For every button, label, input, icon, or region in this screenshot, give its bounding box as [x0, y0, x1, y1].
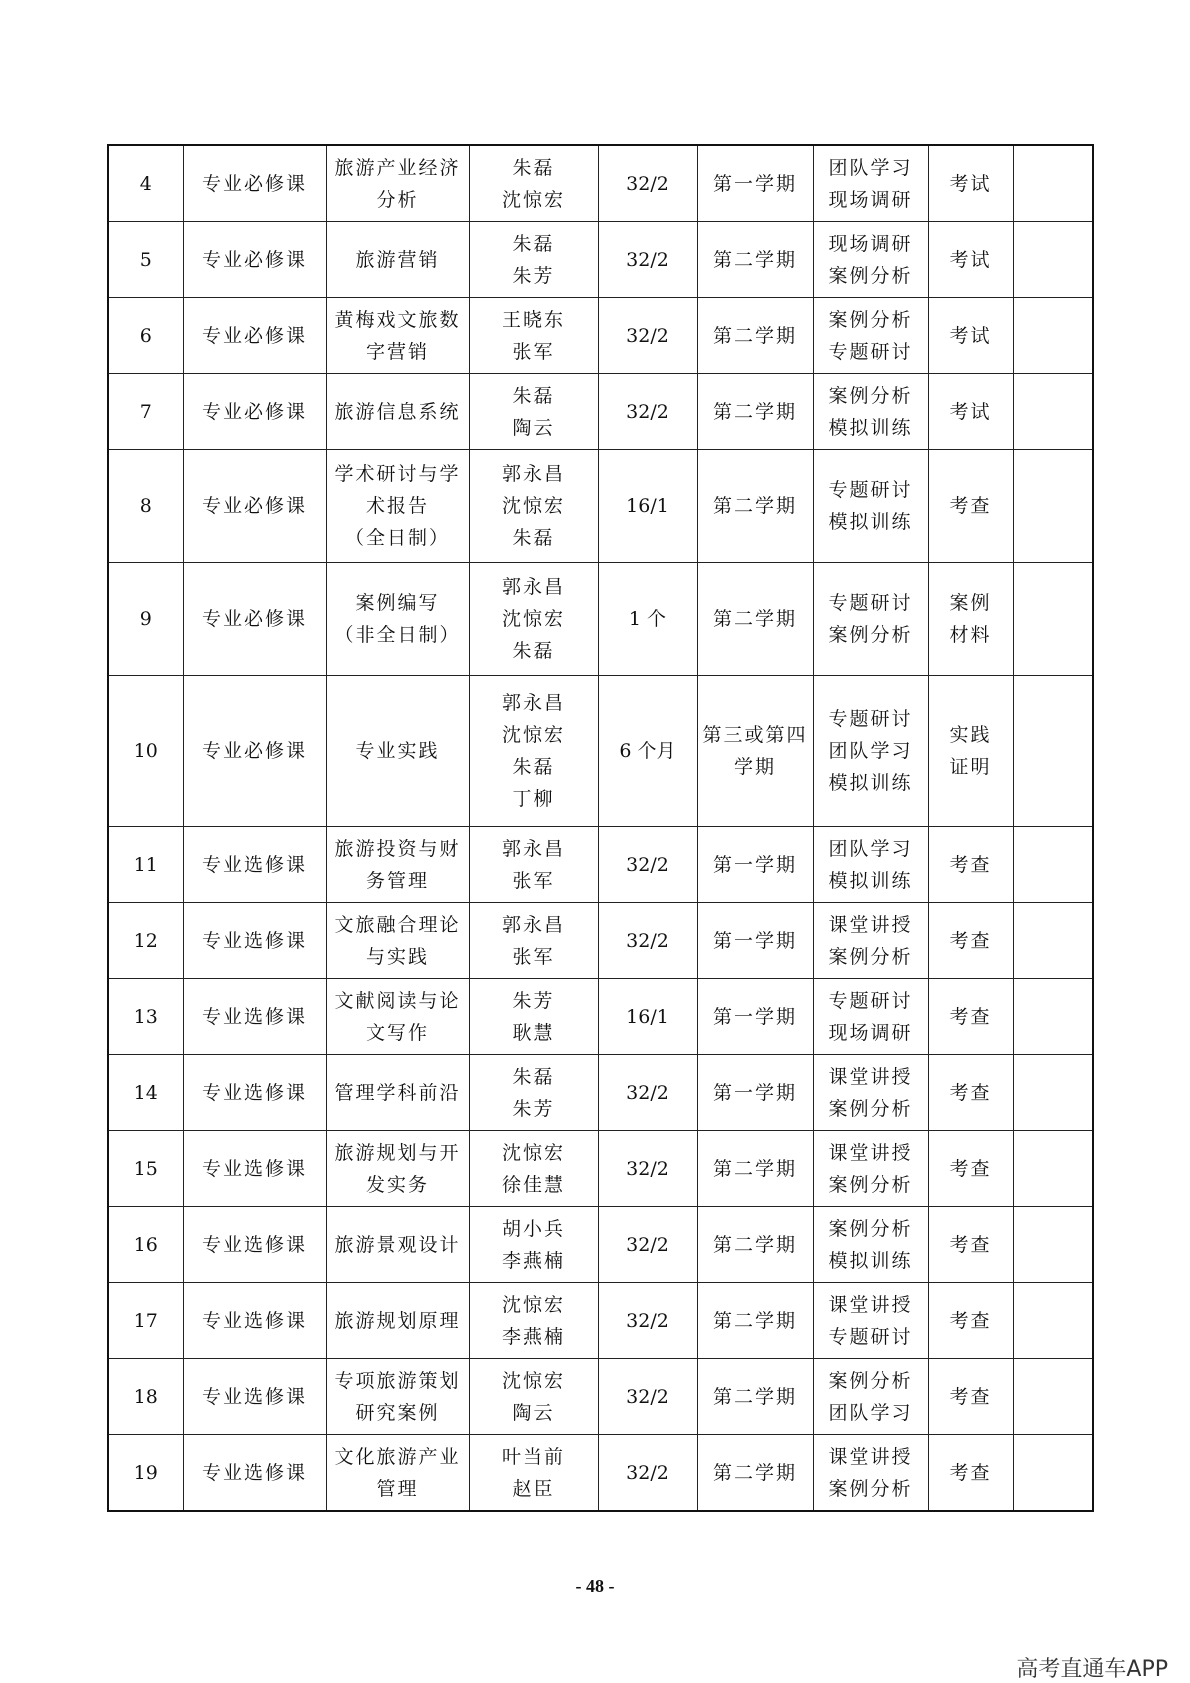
cell-note — [1013, 450, 1093, 563]
cell-teachers-line: 张军 — [512, 945, 555, 968]
cell-note — [1013, 827, 1093, 903]
cell-note — [1013, 374, 1093, 450]
cell-course-name — [326, 1131, 469, 1207]
cell-teachers — [469, 676, 598, 827]
cell-assessment — [928, 145, 1013, 222]
cell-teaching-method-line: 案例分析 — [828, 1173, 913, 1196]
cell-assessment — [928, 1131, 1013, 1207]
cell-note — [1013, 676, 1093, 827]
cell-teaching-method — [813, 1359, 928, 1435]
cell-course-name — [326, 563, 469, 676]
cell-assessment-line: 考试 — [949, 324, 992, 347]
cell-teachers — [469, 1359, 598, 1435]
page-number: - 48 - — [575, 1576, 615, 1596]
cell-teachers-line: 陶云 — [512, 416, 555, 439]
cell-course-name-line: 专业实践 — [355, 740, 440, 762]
cell-teachers — [469, 1283, 598, 1359]
cell-teachers — [469, 298, 598, 374]
cell-course-name-line: （非全日制） — [334, 624, 461, 646]
cell-teachers-line: 郭永昌 — [501, 837, 565, 860]
cell-assessment-line: 考查 — [949, 1157, 992, 1180]
cell-assessment — [928, 374, 1013, 450]
cell-teaching-method-line: 专题研讨 — [828, 479, 913, 501]
cell-assessment-line: 考查 — [949, 929, 992, 952]
cell-note — [1013, 979, 1093, 1055]
cell-assessment-line: 考查 — [949, 853, 992, 876]
table-row — [108, 1207, 1093, 1283]
cell-note — [1013, 1359, 1093, 1435]
cell-note — [1013, 145, 1093, 222]
cell-teaching-method-line: 团队学习 — [828, 156, 913, 179]
cell-note — [1013, 563, 1093, 676]
cell-teachers-line: 王晓东 — [501, 308, 565, 331]
cell-assessment — [928, 563, 1013, 676]
cell-course-name-line: 术报告 — [365, 495, 429, 517]
cell-teaching-method-line: 专题研讨 — [828, 989, 913, 1012]
cell-teachers-line: 朱磊 — [512, 1065, 555, 1088]
cell-course-name-line: 务管理 — [365, 869, 429, 892]
cell-course-category: 专业必修课 — [183, 145, 326, 222]
table-row — [108, 450, 1093, 563]
cell-note — [1013, 903, 1093, 979]
table-row — [108, 979, 1093, 1055]
cell-course-name-line: 旅游规划原理 — [334, 1309, 461, 1332]
cell-note — [1013, 1435, 1093, 1512]
cell-teaching-method-line: 案例分析 — [828, 945, 913, 968]
cell-course-name-line: 旅游营销 — [355, 248, 440, 271]
cell-assessment-line: 实践 — [949, 724, 992, 746]
cell-teachers-line: 张军 — [512, 869, 555, 892]
table-row — [108, 298, 1093, 374]
cell-hours-credits: 32/2 — [598, 145, 697, 222]
cell-course-name-line: 字营销 — [365, 340, 429, 363]
cell-assessment — [928, 1207, 1013, 1283]
cell-teachers-line: 郭永昌 — [501, 692, 565, 714]
cell-term — [697, 903, 813, 979]
cell-course-category: 专业选修课 — [183, 1435, 326, 1512]
cell-course-name-line: 旅游景观设计 — [334, 1233, 461, 1256]
cell-teachers-line: 赵臣 — [512, 1477, 555, 1500]
cell-term — [697, 450, 813, 563]
cell-teaching-method-line: 课堂讲授 — [828, 913, 913, 936]
cell-course-name-line: 学术研讨与学 — [334, 463, 461, 485]
cell-teaching-method — [813, 298, 928, 374]
cell-teachers-line: 朱磊 — [512, 640, 555, 662]
cell-teaching-method-line: 课堂讲授 — [828, 1293, 913, 1316]
cell-assessment-line: 材料 — [949, 624, 992, 646]
cell-teaching-method-line: 案例分析 — [828, 384, 913, 407]
cell-course-category: 专业选修课 — [183, 979, 326, 1055]
cell-hours-credits: 32/2 — [598, 827, 697, 903]
cell-course-name-line: 管理 — [376, 1477, 419, 1500]
cell-number: 19 — [108, 1435, 183, 1512]
cell-course-category: 专业选修课 — [183, 1055, 326, 1131]
cell-teachers-line: 沈惊宏 — [501, 1293, 565, 1316]
cell-teachers-line: 朱磊 — [512, 756, 555, 778]
cell-course-name — [326, 1435, 469, 1512]
cell-teaching-method-line: 课堂讲授 — [828, 1065, 913, 1088]
cell-hours-credits: 6 个月 — [598, 676, 697, 827]
cell-teaching-method — [813, 903, 928, 979]
cell-term — [697, 1131, 813, 1207]
cell-teachers-line: 郭永昌 — [501, 576, 565, 598]
cell-term-line: 第二学期 — [712, 1157, 797, 1180]
cell-teachers-line: 朱磊 — [512, 232, 555, 255]
cell-term-line: 第二学期 — [712, 248, 797, 271]
cell-number: 5 — [108, 222, 183, 298]
cell-hours-credits: 32/2 — [598, 903, 697, 979]
cell-assessment-line: 考查 — [949, 1081, 992, 1104]
table-row — [108, 145, 1093, 222]
cell-teachers-line: 郭永昌 — [501, 913, 565, 936]
cell-teachers — [469, 1435, 598, 1512]
cell-teaching-method-line: 案例分析 — [828, 264, 913, 287]
cell-assessment — [928, 298, 1013, 374]
cell-number: 15 — [108, 1131, 183, 1207]
cell-course-name-line: 文化旅游产业 — [334, 1445, 461, 1468]
cell-assessment — [928, 676, 1013, 827]
cell-course-name-line: （全日制） — [344, 527, 450, 549]
cell-course-name-line: 分析 — [376, 188, 419, 211]
cell-number: 7 — [108, 374, 183, 450]
cell-teaching-method-line: 现场调研 — [828, 188, 913, 211]
cell-teachers-line: 郭永昌 — [501, 463, 565, 485]
cell-assessment-line: 考试 — [949, 248, 992, 271]
cell-term — [697, 145, 813, 222]
cell-teaching-method-line: 模拟训练 — [828, 511, 913, 533]
cell-assessment — [928, 1359, 1013, 1435]
cell-term-line: 第二学期 — [712, 1461, 797, 1484]
cell-hours-credits: 32/2 — [598, 222, 697, 298]
cell-teachers-line: 胡小兵 — [501, 1217, 565, 1240]
cell-teaching-method — [813, 1131, 928, 1207]
cell-assessment — [928, 450, 1013, 563]
cell-course-name-line: 案例编写 — [355, 592, 440, 614]
cell-teachers-line: 陶云 — [512, 1401, 555, 1424]
cell-course-category: 专业选修课 — [183, 1207, 326, 1283]
cell-course-name — [326, 1359, 469, 1435]
cell-teaching-method-line: 案例分析 — [828, 1369, 913, 1392]
cell-teachers-line: 沈惊宏 — [501, 608, 565, 630]
cell-teaching-method-line: 模拟训练 — [828, 416, 913, 439]
cell-course-category: 专业选修课 — [183, 1359, 326, 1435]
cell-assessment — [928, 827, 1013, 903]
cell-term — [697, 676, 813, 827]
cell-course-category: 专业必修课 — [183, 450, 326, 563]
cell-course-name — [326, 903, 469, 979]
cell-teachers — [469, 1131, 598, 1207]
cell-teaching-method — [813, 563, 928, 676]
cell-teachers — [469, 374, 598, 450]
cell-teachers-line: 沈惊宏 — [501, 724, 565, 746]
cell-term — [697, 1359, 813, 1435]
cell-teaching-method-line: 案例分析 — [828, 1217, 913, 1240]
cell-assessment-line: 证明 — [949, 756, 992, 778]
cell-assessment-line: 考查 — [949, 1309, 992, 1332]
table-row — [108, 1435, 1093, 1512]
cell-hours-credits: 32/2 — [598, 1131, 697, 1207]
cell-teachers — [469, 450, 598, 563]
cell-teachers-line: 李燕楠 — [501, 1249, 565, 1272]
cell-number: 16 — [108, 1207, 183, 1283]
cell-course-name-line: 文献阅读与论 — [334, 989, 461, 1012]
cell-term — [697, 1283, 813, 1359]
cell-number: 17 — [108, 1283, 183, 1359]
cell-teaching-method — [813, 222, 928, 298]
cell-teaching-method-line: 专题研讨 — [828, 708, 913, 730]
cell-teachers-line: 沈惊宏 — [501, 1141, 565, 1164]
cell-hours-credits: 16/1 — [598, 450, 697, 563]
cell-teaching-method — [813, 1207, 928, 1283]
cell-course-name-line: 管理学科前沿 — [334, 1081, 461, 1104]
cell-course-name-line: 旅游投资与财 — [334, 837, 461, 860]
cell-assessment — [928, 222, 1013, 298]
cell-course-name-line: 与实践 — [365, 945, 429, 968]
table-row — [108, 1131, 1093, 1207]
cell-course-name — [326, 450, 469, 563]
cell-term-line: 第一学期 — [712, 929, 797, 952]
course-table — [107, 144, 1094, 1512]
cell-assessment-line: 考查 — [949, 495, 992, 517]
cell-teaching-method-line: 现场调研 — [828, 232, 913, 255]
cell-teachers — [469, 222, 598, 298]
cell-course-name — [326, 827, 469, 903]
cell-term — [697, 222, 813, 298]
cell-teaching-method-line: 课堂讲授 — [828, 1141, 913, 1164]
cell-teachers — [469, 1055, 598, 1131]
cell-course-name-line: 研究案例 — [355, 1401, 440, 1424]
cell-teaching-method-line: 团队学习 — [828, 837, 913, 860]
cell-course-category: 专业选修课 — [183, 827, 326, 903]
table-row — [108, 676, 1093, 827]
cell-teachers-line: 朱芳 — [512, 1097, 555, 1120]
cell-hours-credits: 1 个 — [598, 563, 697, 676]
cell-assessment-line: 考查 — [949, 1461, 992, 1484]
cell-teachers-line: 朱磊 — [512, 527, 555, 549]
table-row — [108, 222, 1093, 298]
cell-assessment-line: 案例 — [949, 592, 992, 614]
cell-course-name-line: 文旅融合理论 — [334, 913, 461, 936]
cell-course-category: 专业必修课 — [183, 222, 326, 298]
cell-teaching-method-line: 模拟训练 — [828, 1249, 913, 1272]
cell-term — [697, 1435, 813, 1512]
cell-teaching-method-line: 现场调研 — [828, 1021, 913, 1044]
cell-course-name-line: 旅游产业经济 — [334, 156, 461, 179]
cell-assessment-line: 考查 — [949, 1005, 992, 1028]
table-row — [108, 374, 1093, 450]
cell-term-line: 第二学期 — [712, 1233, 797, 1256]
cell-teaching-method-line: 案例分析 — [828, 624, 913, 646]
cell-number: 14 — [108, 1055, 183, 1131]
cell-teachers-line: 张军 — [512, 340, 555, 363]
table-row — [108, 1359, 1093, 1435]
table-row — [108, 1283, 1093, 1359]
cell-teaching-method-line: 团队学习 — [828, 740, 913, 762]
cell-number: 4 — [108, 145, 183, 222]
cell-teaching-method — [813, 1055, 928, 1131]
cell-hours-credits: 32/2 — [598, 1283, 697, 1359]
cell-course-name — [326, 222, 469, 298]
cell-teaching-method — [813, 827, 928, 903]
cell-assessment-line: 考查 — [949, 1385, 992, 1408]
cell-course-name-line: 发实务 — [365, 1173, 429, 1196]
cell-teaching-method-line: 团队学习 — [828, 1401, 913, 1424]
cell-course-name-line: 文写作 — [365, 1021, 429, 1044]
cell-course-name — [326, 1055, 469, 1131]
cell-teachers-line: 沈惊宏 — [501, 188, 565, 211]
cell-teaching-method — [813, 145, 928, 222]
cell-number: 18 — [108, 1359, 183, 1435]
cell-teachers-line: 朱芳 — [512, 989, 555, 1012]
cell-teaching-method-line: 模拟训练 — [828, 772, 913, 794]
cell-term — [697, 374, 813, 450]
cell-term-line: 第二学期 — [712, 1309, 797, 1332]
cell-teaching-method — [813, 374, 928, 450]
cell-assessment — [928, 1435, 1013, 1512]
cell-term — [697, 827, 813, 903]
cell-term-line: 第三或第四 — [702, 724, 808, 746]
cell-teaching-method-line: 专题研讨 — [828, 340, 913, 363]
cell-course-category: 专业必修课 — [183, 676, 326, 827]
cell-assessment — [928, 979, 1013, 1055]
cell-number: 12 — [108, 903, 183, 979]
cell-teachers-line: 徐佳慧 — [501, 1173, 565, 1196]
cell-teachers-line: 朱磊 — [512, 384, 555, 407]
cell-number: 11 — [108, 827, 183, 903]
cell-teaching-method-line: 案例分析 — [828, 1477, 913, 1500]
cell-term — [697, 298, 813, 374]
cell-note — [1013, 222, 1093, 298]
cell-term-line: 第一学期 — [712, 172, 797, 195]
cell-teaching-method-line: 模拟训练 — [828, 869, 913, 892]
table-row — [108, 563, 1093, 676]
cell-course-name-line: 旅游信息系统 — [334, 400, 461, 423]
cell-note — [1013, 1131, 1093, 1207]
cell-teachers-line: 朱芳 — [512, 264, 555, 287]
cell-course-category: 专业选修课 — [183, 1131, 326, 1207]
cell-term — [697, 1207, 813, 1283]
cell-note — [1013, 298, 1093, 374]
cell-teachers-line: 李燕楠 — [501, 1325, 565, 1348]
cell-hours-credits: 32/2 — [598, 1207, 697, 1283]
cell-teachers — [469, 903, 598, 979]
cell-term-line: 第二学期 — [712, 495, 797, 517]
cell-teaching-method — [813, 450, 928, 563]
cell-hours-credits: 32/2 — [598, 1359, 697, 1435]
cell-hours-credits: 32/2 — [598, 1435, 697, 1512]
cell-course-name — [326, 1207, 469, 1283]
cell-assessment-line: 考试 — [949, 172, 992, 195]
cell-note — [1013, 1207, 1093, 1283]
cell-course-category: 专业必修课 — [183, 563, 326, 676]
table-body — [108, 145, 1093, 1511]
cell-note — [1013, 1283, 1093, 1359]
cell-assessment — [928, 1283, 1013, 1359]
cell-number: 9 — [108, 563, 183, 676]
cell-term-line: 第一学期 — [712, 1081, 797, 1104]
cell-teaching-method-line: 专题研讨 — [828, 592, 913, 614]
cell-course-category: 专业选修课 — [183, 1283, 326, 1359]
cell-teachers — [469, 827, 598, 903]
cell-teachers-line: 耿慧 — [512, 1021, 555, 1044]
cell-term-line: 第二学期 — [712, 324, 797, 347]
cell-assessment — [928, 1055, 1013, 1131]
cell-teachers-line: 丁柳 — [512, 788, 555, 810]
cell-teaching-method-line: 课堂讲授 — [828, 1445, 913, 1468]
cell-course-name — [326, 1283, 469, 1359]
cell-teachers — [469, 979, 598, 1055]
cell-hours-credits: 32/2 — [598, 298, 697, 374]
cell-course-category: 专业必修课 — [183, 374, 326, 450]
cell-assessment-line: 考试 — [949, 400, 992, 423]
cell-term — [697, 979, 813, 1055]
cell-teachers — [469, 145, 598, 222]
cell-course-name-line: 专项旅游策划 — [334, 1369, 461, 1392]
cell-hours-credits: 32/2 — [598, 1055, 697, 1131]
cell-term-line: 第一学期 — [712, 853, 797, 876]
cell-number: 10 — [108, 676, 183, 827]
cell-course-name — [326, 979, 469, 1055]
cell-course-category: 专业必修课 — [183, 298, 326, 374]
cell-number: 6 — [108, 298, 183, 374]
cell-course-name — [326, 374, 469, 450]
cell-term-line: 学期 — [733, 756, 776, 778]
cell-number: 8 — [108, 450, 183, 563]
cell-course-name-line: 旅游规划与开 — [334, 1141, 461, 1164]
cell-assessment-line: 考查 — [949, 1233, 992, 1256]
cell-note — [1013, 1055, 1093, 1131]
cell-teachers-line: 沈惊宏 — [501, 1369, 565, 1392]
cell-term — [697, 563, 813, 676]
table-row — [108, 903, 1093, 979]
cell-teachers — [469, 1207, 598, 1283]
cell-term — [697, 1055, 813, 1131]
cell-hours-credits: 32/2 — [598, 374, 697, 450]
cell-teaching-method — [813, 676, 928, 827]
cell-teachers — [469, 563, 598, 676]
cell-term-line: 第二学期 — [712, 400, 797, 423]
cell-assessment — [928, 903, 1013, 979]
cell-course-name — [326, 145, 469, 222]
cell-term-line: 第二学期 — [712, 608, 797, 630]
cell-teaching-method-line: 案例分析 — [828, 308, 913, 331]
cell-teaching-method — [813, 979, 928, 1055]
table-row — [108, 1055, 1093, 1131]
cell-course-category: 专业选修课 — [183, 903, 326, 979]
cell-number: 13 — [108, 979, 183, 1055]
cell-course-name — [326, 676, 469, 827]
cell-teachers-line: 朱磊 — [512, 156, 555, 179]
cell-hours-credits: 16/1 — [598, 979, 697, 1055]
cell-teachers-line: 叶当前 — [501, 1445, 565, 1468]
cell-term-line: 第一学期 — [712, 1005, 797, 1028]
table-row — [108, 827, 1093, 903]
cell-course-name — [326, 298, 469, 374]
cell-term-line: 第二学期 — [712, 1385, 797, 1408]
watermark: 高考直通车APP — [1016, 1657, 1168, 1682]
cell-course-name-line: 黄梅戏文旅数 — [334, 308, 461, 331]
cell-teaching-method-line: 专题研讨 — [828, 1325, 913, 1348]
cell-teaching-method — [813, 1283, 928, 1359]
cell-teaching-method — [813, 1435, 928, 1512]
cell-teaching-method-line: 案例分析 — [828, 1097, 913, 1120]
cell-teachers-line: 沈惊宏 — [501, 495, 565, 517]
